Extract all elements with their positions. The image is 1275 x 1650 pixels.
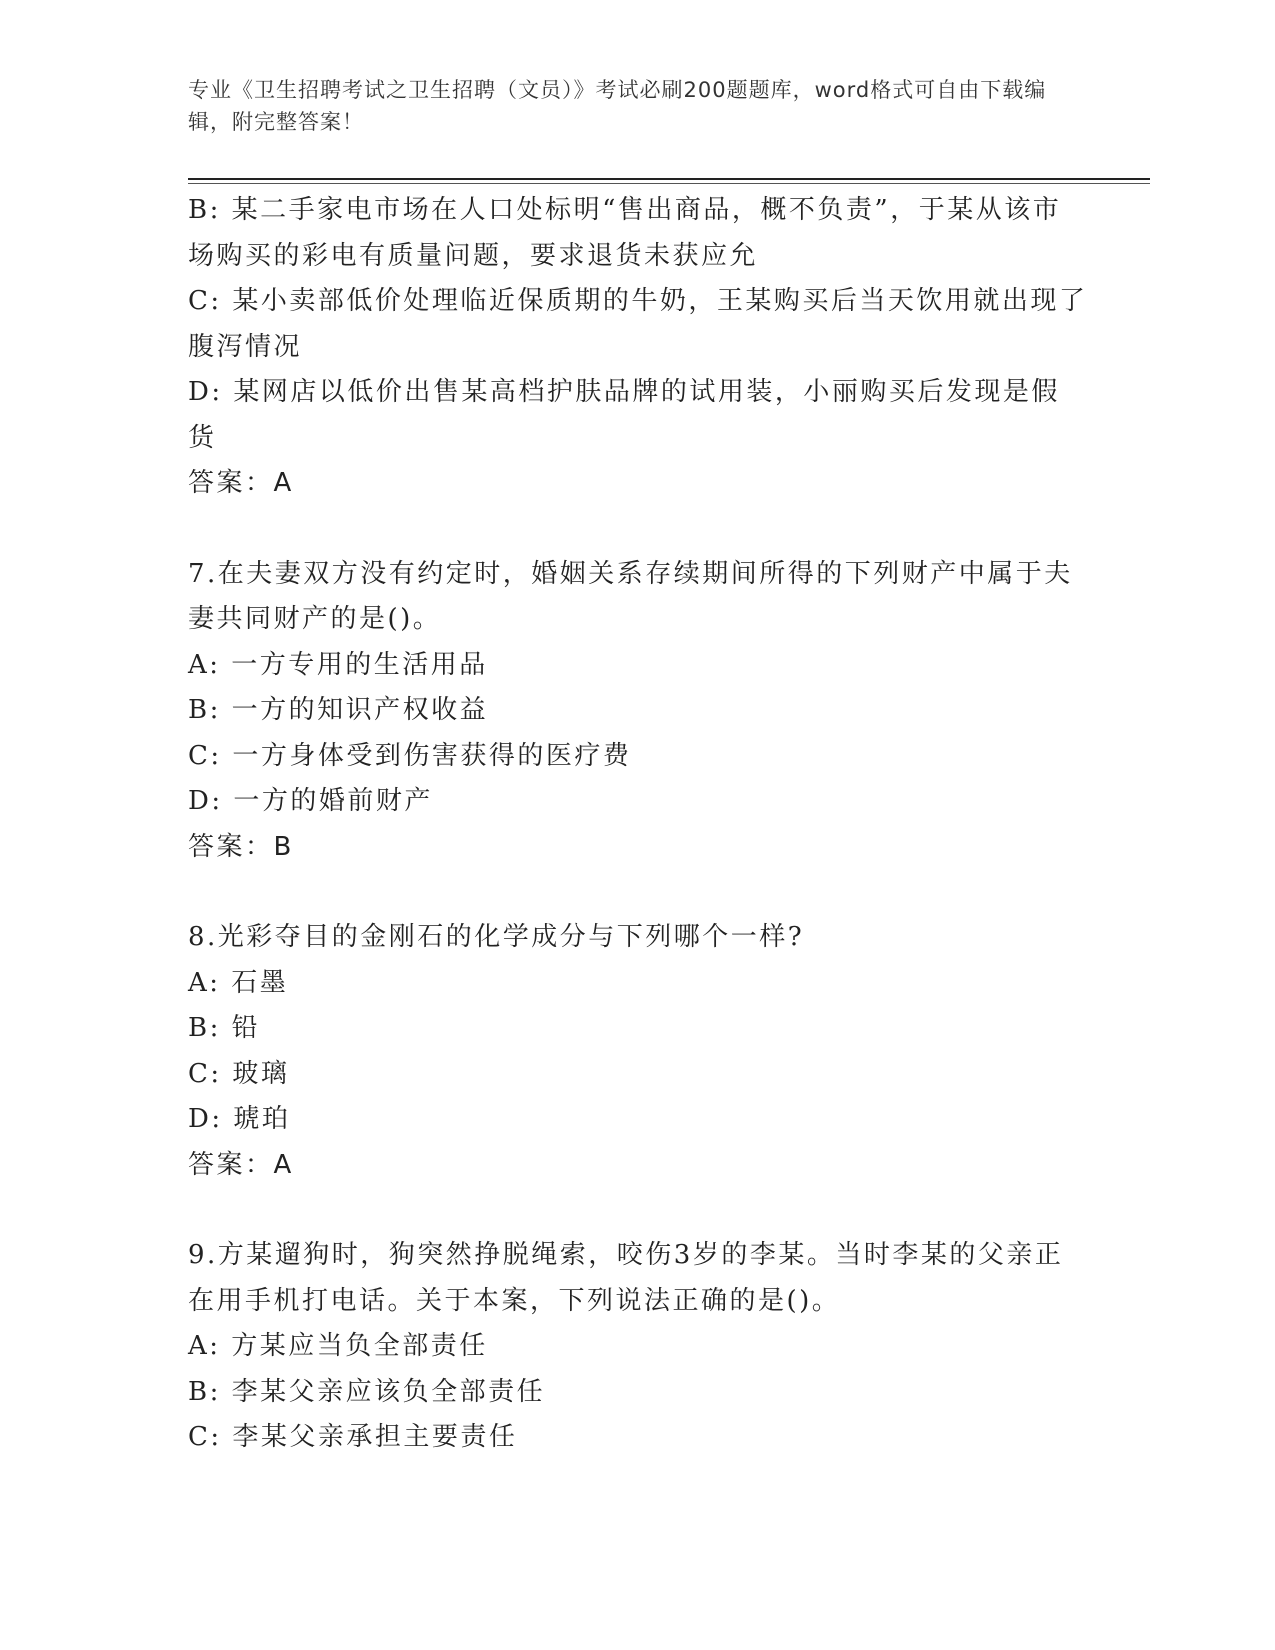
option-d: D: 某网店以低价出售某高档护肤品牌的试用装，小丽购买后发现是假货 xyxy=(188,377,1060,453)
answer-label: 答案：A xyxy=(188,468,294,498)
header-rule-thick xyxy=(188,178,1150,180)
spacer xyxy=(188,1188,1088,1233)
option-c: C: 某小卖部低价处理临近保质期的牛奶，王某购买后当天饮用就出现了腹泻情况 xyxy=(188,286,1088,362)
option-a: A: 石墨 xyxy=(188,967,289,998)
option-b: B: 李某父亲应该负全部责任 xyxy=(188,1376,546,1407)
option-b: B: 铅 xyxy=(188,1013,261,1043)
question-text: 9.方某遛狗时，狗突然挣脱绳索，咬伤3岁的李某。当时李某的父亲正在用手机打电话。关于本案，下列说法正确的是()。 xyxy=(188,1240,1064,1316)
question-8 xyxy=(188,915,1088,1188)
option-d: D: 一方的婚前财产 xyxy=(188,786,433,816)
option-c: C: 李某父亲承担主要责任 xyxy=(188,1422,518,1452)
option-d: D: 琥珀 xyxy=(188,1104,291,1134)
answer-label: 答案：B xyxy=(188,831,294,862)
question-text: 7.在夫妻双方没有约定时，婚姻关系存续期间所得的下列财产中属于夫妻共同财产的是()。 xyxy=(188,558,1073,634)
option-a: A: 一方专用的生活用品 xyxy=(188,649,488,680)
question-content xyxy=(188,188,1088,1461)
option-b: B: 一方的知识产权收益 xyxy=(188,695,489,725)
header-rule-thin xyxy=(188,183,1150,184)
option-c: C: 一方身体受到伤害获得的医疗费 xyxy=(188,740,632,771)
spacer xyxy=(188,507,1088,552)
question-9 xyxy=(188,1233,1088,1461)
option-c: C: 玻璃 xyxy=(188,1058,290,1089)
option-b: B: 某二手家电市场在人口处标明“售出商品，概不负责”，于某从该市场购买的彩电有质量问题，要求退货未获应允 xyxy=(188,195,1062,271)
spacer xyxy=(188,870,1088,915)
question-6-tail xyxy=(188,188,1088,507)
document-header: 专业《卫生招聘考试之卫生招聘（文员）》考试必刷200题题库，word格式可自由下载编辑，附完整答案！ xyxy=(188,78,1047,134)
option-a: A: 方某应当负全部责任 xyxy=(188,1331,488,1361)
question-text: 8.光彩夺目的金刚石的化学成分与下列哪个一样? xyxy=(188,922,805,952)
question-7 xyxy=(188,552,1088,871)
answer-label: 答案：A xyxy=(188,1149,294,1180)
